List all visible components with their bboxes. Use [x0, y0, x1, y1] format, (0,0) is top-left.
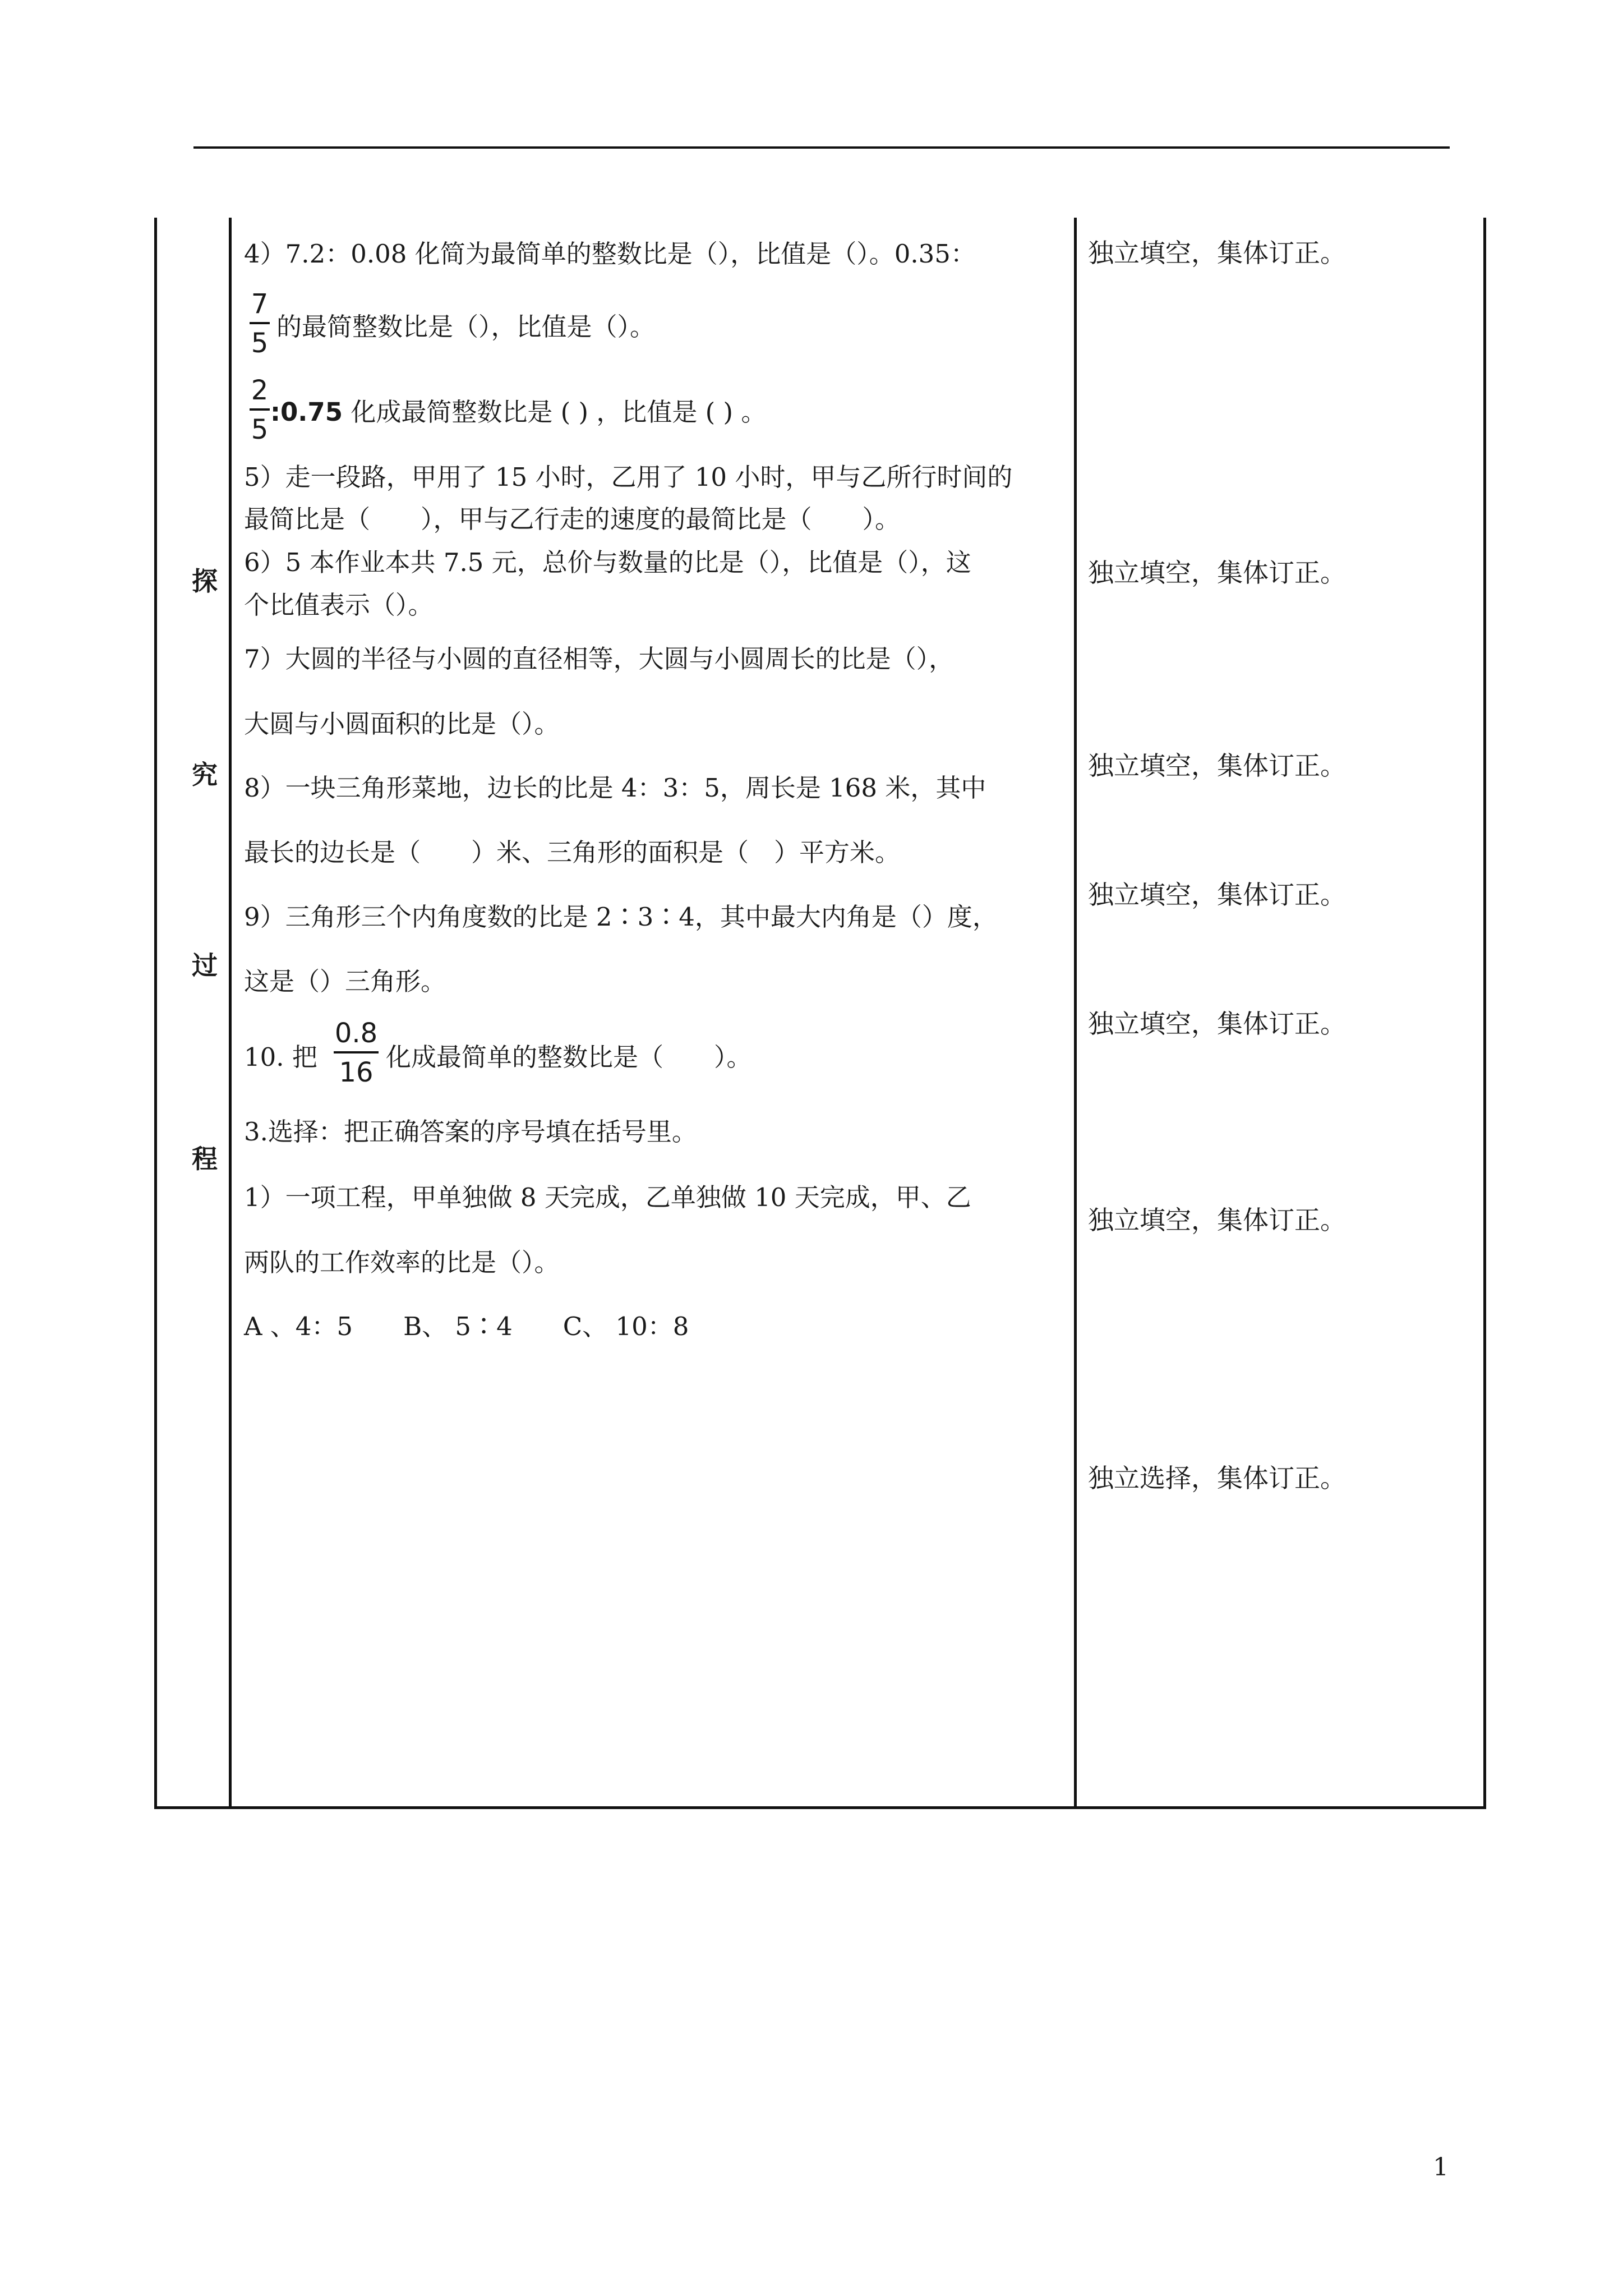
table-bottom-border [154, 1806, 1486, 1809]
side-label-char: 探 [192, 566, 218, 596]
q4-line1: 4）7.2：0.08 化简为最简单的整数比是（），比值是（）。0.35： [244, 239, 976, 269]
side-label-char: 过 [192, 950, 218, 981]
q6-line1: 6）5 本作业本共 7.5 元，总价与数量的比是（），比值是（），这 [244, 547, 971, 577]
q10-fraction [334, 1020, 379, 1086]
q6-line2: 个比值表示（）。 [244, 590, 434, 620]
q4-fraction-1 [250, 288, 270, 359]
q4-line2: 的最简整数比是（），比值是（）。 [276, 312, 656, 342]
note-cell: 独立填空，集体订正。 [1088, 751, 1346, 781]
fraction-bar [250, 322, 270, 324]
fraction-numerator: 2 [251, 375, 269, 406]
q7-line2: 大圆与小圆面积的比是（）。 [244, 709, 560, 739]
section3-title: 3.选择：把正确答案的序号填在括号里。 [244, 1117, 697, 1147]
fraction-bar [334, 1051, 379, 1053]
q10-prefix: 10. 把 [244, 1042, 317, 1072]
q8-line1: 8）一块三角形菜地，边长的比是 4：3：5，周长是 168 米，其中 [244, 773, 986, 803]
q9-line2: 这是（）三角形。 [244, 967, 446, 996]
fraction-numerator: 0.8 [334, 1018, 378, 1049]
page-number: 1 [1433, 2153, 1449, 2182]
table-divider-label [229, 218, 232, 1808]
table-right-border [1483, 218, 1486, 1808]
q10-suffix: 化成最简单的整数比是（ ）。 [386, 1042, 752, 1072]
side-label-char: 究 [192, 760, 218, 790]
q4-line3-text: 化成最简整数比是 ( ) ，比值是 ( ) 。 [343, 397, 767, 427]
q9-line1: 9）三角形三个内角度数的比是 2∶3∶4，其中最大内角是（）度， [244, 902, 998, 932]
q4-fraction-2 [250, 377, 270, 443]
fraction-denominator: 5 [251, 328, 269, 359]
fraction-denominator: 16 [339, 1057, 374, 1088]
fraction-denominator: 5 [251, 414, 269, 445]
table-left-border [154, 218, 157, 1808]
section3-q1-line2: 两队的工作效率的比是（）。 [244, 1248, 560, 1277]
note-cell: 独立选择，集体订正。 [1088, 1463, 1346, 1493]
side-label-char: 程 [192, 1144, 218, 1174]
table-divider-notes [1074, 218, 1077, 1808]
q5-line1: 5）走一段路，甲用了 15 小时，乙用了 10 小时，甲与乙所行时间的 [244, 462, 1013, 492]
q4-line3 [270, 399, 766, 425]
note-cell: 独立填空，集体订正。 [1088, 880, 1346, 910]
section3-q1-options: A 、4：5 B、 5∶4 C、 10：8 [244, 1312, 689, 1341]
header-rule [193, 146, 1450, 149]
fraction-bar [250, 408, 270, 411]
note-cell: 独立填空，集体订正。 [1088, 1009, 1346, 1039]
q5-line2: 最简比是（ ），甲与乙行走的速度的最简比是（ ）。 [244, 504, 901, 534]
section3-q1-line1: 1）一项工程，甲单独做 8 天完成，乙单独做 10 天完成，甲、乙 [244, 1182, 971, 1212]
fraction-numerator: 7 [251, 288, 269, 320]
note-cell: 独立填空，集体订正。 [1088, 558, 1346, 588]
note-cell: 独立填空，集体订正。 [1088, 1205, 1346, 1235]
q4-ratio-value: :0.75 [270, 397, 343, 427]
q8-line2: 最长的边长是（ ）米、三角形的面积是（ ）平方米。 [244, 838, 901, 867]
note-cell: 独立填空，集体订正。 [1088, 238, 1346, 268]
q7-line1: 7）大圆的半径与小圆的直径相等，大圆与小圆周长的比是（）， [244, 644, 955, 674]
